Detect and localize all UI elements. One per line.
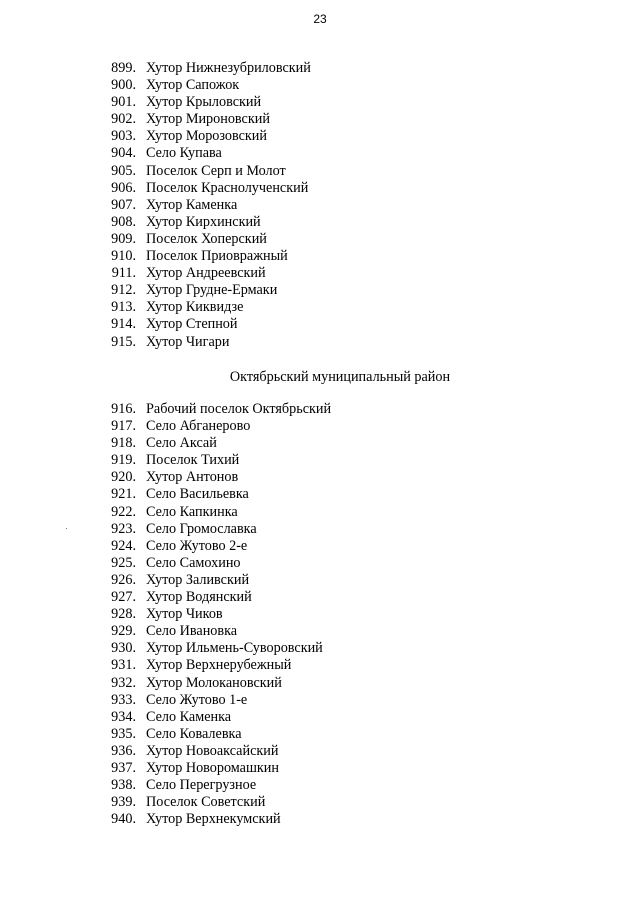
item-number: 934. xyxy=(111,708,136,725)
item-number: 909. xyxy=(111,230,136,247)
settlement-name: Хутор Морозовский xyxy=(146,128,267,145)
item-number: 904. xyxy=(111,145,136,162)
settlement-name: Хутор Новоаксайский xyxy=(146,742,279,759)
settlement-name: Хутор Сапожок xyxy=(146,77,240,94)
list-item xyxy=(100,231,311,248)
list-item xyxy=(100,572,331,589)
settlement-name: Хутор Заливский xyxy=(146,571,250,588)
settlement-name: Хутор Нижнезубриловский xyxy=(146,60,311,76)
settlement-name: Хутор Чиков xyxy=(146,606,223,623)
list-item xyxy=(100,418,331,435)
item-number: 902. xyxy=(111,111,136,128)
list-item xyxy=(100,657,331,674)
item-number: 936. xyxy=(111,742,136,759)
settlement-name: Село Капкинка xyxy=(146,503,238,520)
settlement-list-bottom xyxy=(100,401,331,828)
settlement-name: Село Перегрузное xyxy=(146,777,257,794)
list-item xyxy=(100,623,331,640)
settlement-name: Поселок Советский xyxy=(146,794,266,811)
item-number: 919. xyxy=(111,452,136,469)
item-number: 920. xyxy=(111,469,136,486)
item-number: 938. xyxy=(111,777,136,794)
list-item xyxy=(100,282,311,299)
item-number: 911. xyxy=(111,265,136,282)
settlement-name: Хутор Кирхинский xyxy=(146,213,261,230)
list-item xyxy=(100,197,311,214)
section-heading: Октябрьский муниципальный район xyxy=(229,369,451,385)
settlement-name: Хутор Андреевский xyxy=(146,265,266,282)
item-number: 917. xyxy=(111,418,136,435)
settlement-name: Хутор Степной xyxy=(146,316,238,333)
settlement-name: Село Жутово 2-е xyxy=(146,537,248,554)
settlement-name: Хутор Молокановский xyxy=(146,674,282,691)
settlement-name: Село Аксай xyxy=(146,435,217,452)
item-number: 935. xyxy=(111,725,136,742)
list-item xyxy=(100,469,331,486)
item-number: 928. xyxy=(111,606,136,623)
settlement-name: Хутор Чигари xyxy=(146,333,230,350)
list-item xyxy=(100,709,331,726)
item-number: 903. xyxy=(111,128,136,145)
list-item xyxy=(100,60,311,77)
list-item xyxy=(100,486,331,503)
list-item xyxy=(100,145,311,162)
settlement-name: Хутор Новоромашкин xyxy=(146,759,279,776)
item-number: 908. xyxy=(111,213,136,230)
item-number: 922. xyxy=(111,503,136,520)
settlement-name: Село Васильевка xyxy=(146,486,249,503)
settlement-name: Хутор Крыловский xyxy=(146,94,262,111)
scan-speck xyxy=(66,528,67,529)
list-item xyxy=(100,316,311,333)
list-item xyxy=(100,777,331,794)
item-number: 923. xyxy=(111,520,136,537)
item-number: 915. xyxy=(111,333,136,350)
settlement-name: Хутор Верхнекумский xyxy=(146,811,281,828)
list-item xyxy=(100,94,311,111)
settlement-name: Село Каменка xyxy=(146,708,232,725)
list-item xyxy=(100,606,331,623)
settlement-name: Поселок Серп и Молот xyxy=(146,162,286,179)
item-number: 929. xyxy=(111,623,136,640)
settlement-name: Село Громославка xyxy=(146,520,257,537)
list-item xyxy=(100,811,331,828)
item-number: 899. xyxy=(111,60,136,76)
settlement-name: Село Абганерово xyxy=(146,418,251,435)
settlement-name: Село Ковалевка xyxy=(146,725,242,742)
item-number: 910. xyxy=(111,248,136,265)
item-number: 901. xyxy=(111,94,136,111)
item-number: 925. xyxy=(111,554,136,571)
page-number: 23 xyxy=(313,12,327,26)
item-number: 940. xyxy=(111,811,136,828)
item-number: 927. xyxy=(111,589,136,606)
list-item xyxy=(100,726,331,743)
item-number: 905. xyxy=(111,162,136,179)
list-item xyxy=(100,538,331,555)
settlement-name: Хутор Каменка xyxy=(146,196,238,213)
settlement-name: Поселок Краснолученский xyxy=(146,179,309,196)
item-number: 912. xyxy=(111,282,136,299)
list-item xyxy=(100,128,311,145)
item-number: 939. xyxy=(111,794,136,811)
list-item xyxy=(100,214,311,231)
item-number: 914. xyxy=(111,316,136,333)
list-item xyxy=(100,299,311,316)
item-number: 916. xyxy=(111,401,136,417)
settlement-name: Хутор Киквидзе xyxy=(146,299,244,316)
list-item xyxy=(100,334,311,351)
item-number: 926. xyxy=(111,571,136,588)
settlement-name: Рабочий поселок Октябрьский xyxy=(146,401,332,417)
list-item xyxy=(100,163,311,180)
settlement-name: Хутор Водянский xyxy=(146,589,252,606)
settlement-name: Поселок Тихий xyxy=(146,452,240,469)
item-number: 932. xyxy=(111,674,136,691)
settlement-name: Поселок Хоперский xyxy=(146,230,267,247)
item-number: 906. xyxy=(111,179,136,196)
list-item xyxy=(100,452,331,469)
list-item xyxy=(100,435,331,452)
settlement-name: Поселок Приовражный xyxy=(146,248,288,265)
item-number: 921. xyxy=(111,486,136,503)
settlement-name: Село Жутово 1-е xyxy=(146,691,248,708)
settlement-name: Село Ивановка xyxy=(146,623,238,640)
item-number: 913. xyxy=(111,299,136,316)
list-item xyxy=(100,265,311,282)
list-item xyxy=(100,692,331,709)
settlement-name: Село Купава xyxy=(146,145,222,162)
item-number: 933. xyxy=(111,691,136,708)
list-item xyxy=(100,111,311,128)
list-item xyxy=(100,248,311,265)
list-item xyxy=(100,743,331,760)
settlement-list-top xyxy=(100,60,311,351)
settlement-name: Хутор Антонов xyxy=(146,469,239,486)
item-number: 907. xyxy=(111,196,136,213)
list-item xyxy=(100,504,331,521)
item-number: 900. xyxy=(111,77,136,94)
list-item xyxy=(100,555,331,572)
settlement-name: Хутор Мироновский xyxy=(146,111,270,128)
item-number: 924. xyxy=(111,537,136,554)
list-item xyxy=(100,675,331,692)
item-number: 918. xyxy=(111,435,136,452)
list-item xyxy=(100,760,331,777)
list-item xyxy=(100,640,331,657)
settlement-name: Село Самохино xyxy=(146,554,241,571)
list-item xyxy=(100,401,331,418)
list-item xyxy=(100,180,311,197)
list-item xyxy=(100,589,331,606)
settlement-name: Хутор Верхнерубежный xyxy=(146,657,292,674)
item-number: 937. xyxy=(111,759,136,776)
settlement-name: Хутор Ильмень-Суворовский xyxy=(146,640,323,657)
item-number: 930. xyxy=(111,640,136,657)
item-number: 931. xyxy=(111,657,136,674)
list-item xyxy=(100,77,311,94)
list-item xyxy=(100,521,331,538)
settlement-name: Хутор Грудне-Ермаки xyxy=(146,282,278,299)
list-item xyxy=(100,794,331,811)
